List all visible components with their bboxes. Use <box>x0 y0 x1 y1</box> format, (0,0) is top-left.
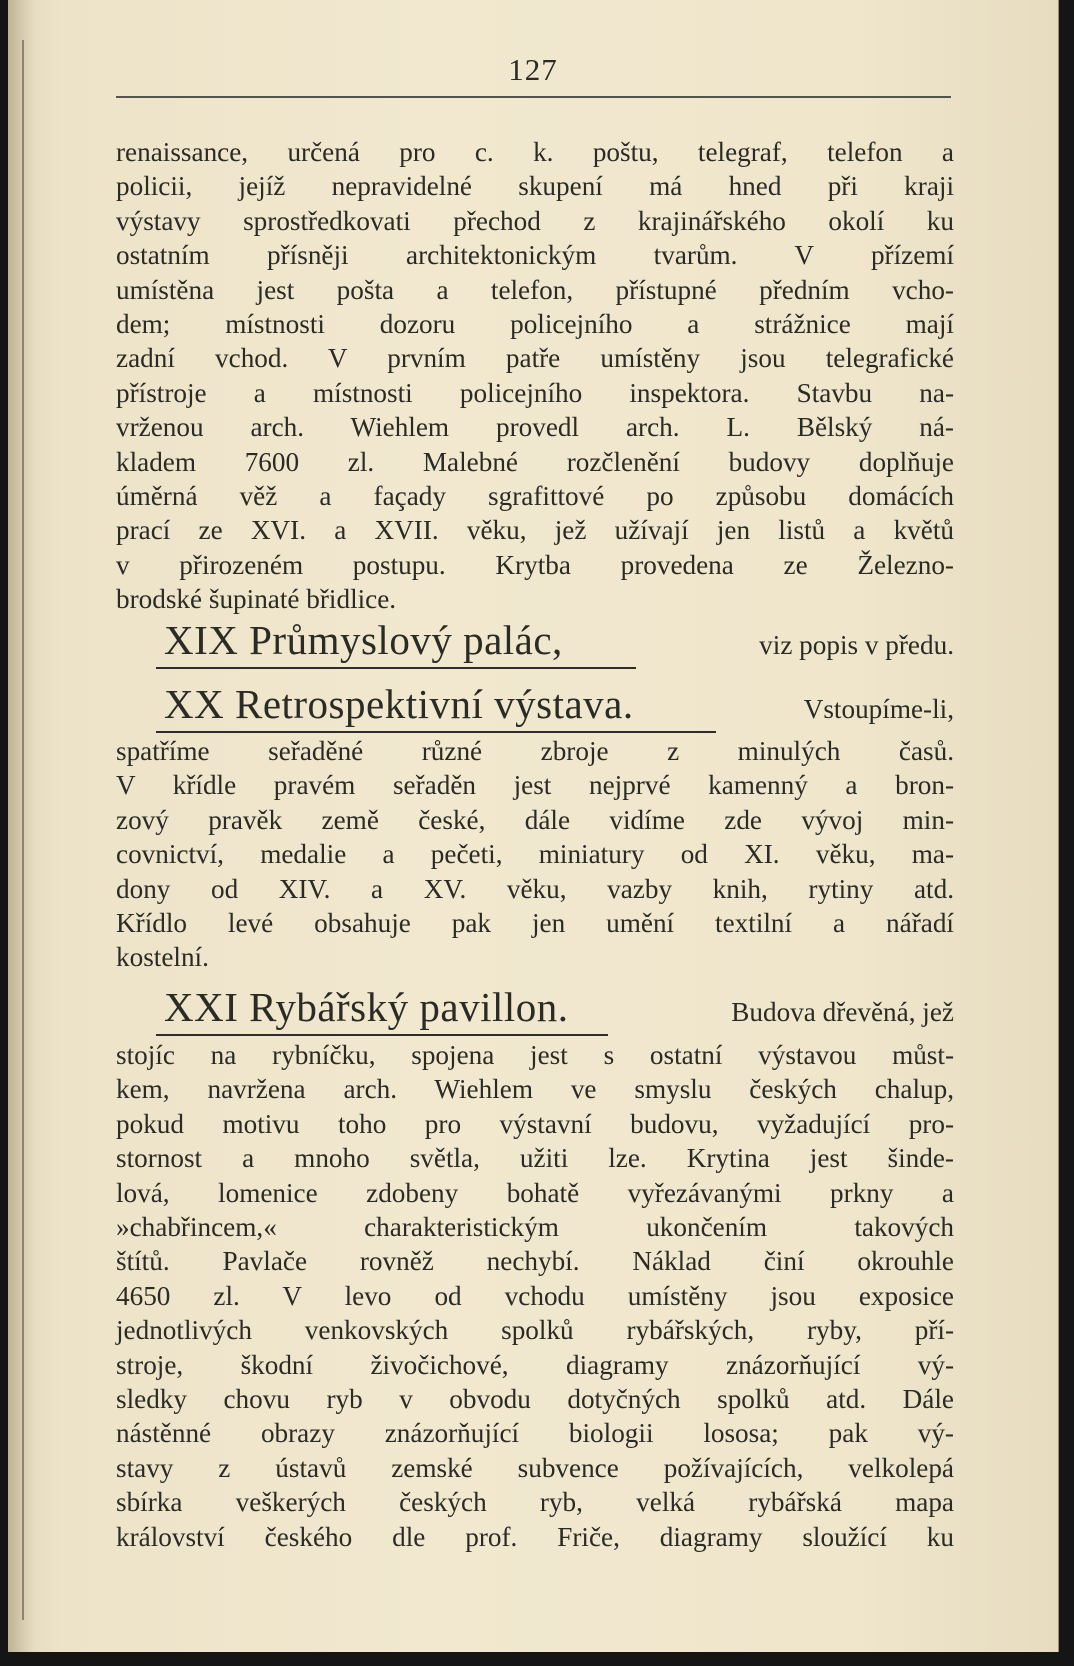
text-line: kem, navržena arch. Wiehlem ve smyslu českých chalup, <box>116 1074 954 1105</box>
text-line: »chabřincem,« charakteristickým ukončením takových <box>116 1212 954 1243</box>
section-xxi-underline <box>156 1034 608 1036</box>
text-line: dem; místnosti dozoru policejního a strážnice mají <box>116 309 954 340</box>
intro-paragraph <box>116 135 954 617</box>
text-line: covnictví, medalie a pečeti, miniatury od XI. věku, ma- <box>116 839 954 870</box>
text-line: vrženou arch. Wiehlem provedl arch. L. Bělský ná- <box>116 412 954 443</box>
book-page <box>8 0 1059 1652</box>
book-spine <box>8 0 34 1652</box>
text-line: renaissance, určená pro c. k. poštu, telegraf, telefon a <box>116 137 954 167</box>
text-line: umístěna jest pošta a telefon, přístupné předním vcho- <box>116 274 954 305</box>
text-line: sbírka veškerých českých ryb, velká rybářská mapa <box>116 1487 954 1518</box>
text-line: dony od XIV. a XV. věku, vazby knih, rytiny atd. <box>116 873 954 904</box>
section-xxi-paragraph <box>116 1038 954 1554</box>
section-xx-title: XX Retrospektivní výstava. <box>164 681 634 727</box>
text-line: štítů. Pavlače rovněž nechybí. Náklad činí okrouhle <box>116 1246 954 1277</box>
section-xxi-title: XXI Rybářský pavillon. <box>164 984 569 1030</box>
text-line: brodské šupinaté břidlice. <box>116 584 397 615</box>
text-line: jednotlivých venkovských spolků rybářských, ryby, pří- <box>116 1315 954 1346</box>
text-line: stavy z ústavů zemské subvence požívajících, velkolepá <box>116 1452 954 1483</box>
text-line: prací ze XVI. a XVII. věku, jež užívají jen listů a květů <box>116 515 954 546</box>
text-line: kostelní. <box>116 942 209 973</box>
text-line: stornost a mnoho světla, užiti lze. Krytina jest šinde- <box>116 1143 954 1174</box>
section-xxi-heading <box>116 983 954 1031</box>
text-line: stojíc na rybníčku, spojena jest s ostatní výstavou můst- <box>116 1040 954 1070</box>
text-line: zový pravěk země české, dále vidíme zde vývoj min- <box>116 804 954 835</box>
spine-edge-line <box>22 40 24 1620</box>
section-xix-heading <box>116 616 954 664</box>
text-line: ostatním přísněji architektonickým tvarům. V přízemí <box>116 240 954 271</box>
text-line: stroje, škodní živočichové, diagramy znázorňující vý- <box>116 1349 954 1380</box>
text-line: království českého dle prof. Friče, diagramy sloužící ku <box>116 1521 954 1552</box>
text-line: v přirozeném postupu. Krytba provedena ze Železno- <box>116 549 954 580</box>
section-xxi-text: Budova dřevěná, jež <box>731 997 954 1027</box>
text-line: spatříme seřaděné různé zbroje z minulých časů. <box>116 736 954 766</box>
text-line: úměrná věž a façady sgrafittové po způsobu domácích <box>116 481 954 512</box>
text-line: lová, lomenice zdobeny bohatě vyřezávanými prkny a <box>116 1177 954 1208</box>
header-rule <box>116 96 951 98</box>
text-line: V křídle pravém seřaděn jest nejprvé kamenný a bron- <box>116 770 954 801</box>
section-xx-heading <box>116 680 954 728</box>
section-xx-text: Vstoupíme-li, <box>803 694 954 724</box>
section-xix-title: XIX Průmyslový palác, <box>164 617 563 663</box>
text-line: kladem 7600 zl. Malebné rozčlenění budovy doplňuje <box>116 446 954 477</box>
section-xix-underline <box>156 667 636 669</box>
text-line: Křídlo levé obsahuje pak jen umění textilní a nářadí <box>116 908 954 939</box>
text-line: sledky chovu ryb v obvodu dotyčných spolků atd. Dále <box>116 1384 954 1415</box>
text-line: výstavy sprostředkovati přechod z krajinářského okolí ku <box>116 205 954 236</box>
section-xx-paragraph <box>116 734 954 975</box>
text-line: nástěnné obrazy znázorňující biologii lososa; pak vý- <box>116 1418 954 1449</box>
section-xx-underline <box>156 731 716 733</box>
text-line: policii, jejíž nepravidelné skupení má hned při kraji <box>116 171 954 202</box>
section-xix-text: viz popis v předu. <box>759 630 954 660</box>
page-number: 127 <box>508 52 558 87</box>
text-line: pokud motivu toho pro výstavní budovu, vyžadující pro- <box>116 1108 954 1139</box>
text-line: 4650 zl. V levo od vchodu umístěny jsou exposice <box>116 1280 954 1311</box>
text-line: zadní vchod. V prvním patře umístěny jsou telegrafické <box>116 343 954 374</box>
text-line: přístroje a místnosti policejního inspektora. Stavbu na- <box>116 377 954 408</box>
